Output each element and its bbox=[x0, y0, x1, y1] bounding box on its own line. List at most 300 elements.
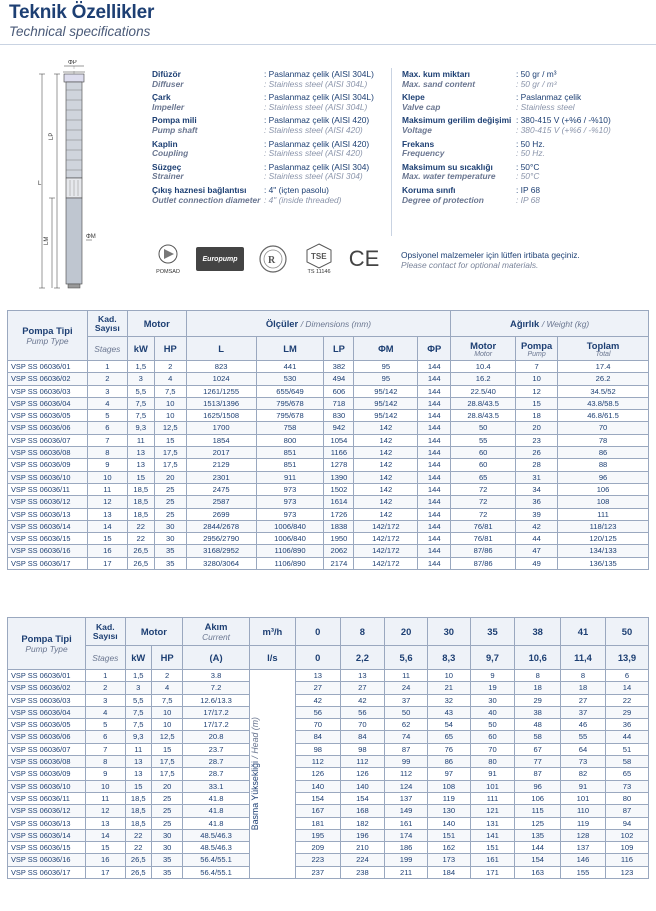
table-cell: 168 bbox=[340, 805, 385, 817]
table-cell: 16.2 bbox=[451, 373, 516, 385]
table-cell: 199 bbox=[385, 854, 428, 866]
table-row bbox=[8, 533, 649, 545]
pomsad-logo: POMSAD bbox=[148, 238, 188, 280]
table-cell: 144 bbox=[418, 520, 451, 532]
table-cell: 95/142 bbox=[354, 410, 418, 422]
table-cell: 823 bbox=[186, 361, 256, 373]
table-cell: 87/86 bbox=[451, 557, 516, 569]
table-cell: 18,5 bbox=[125, 817, 152, 829]
table-cell: 124 bbox=[385, 780, 428, 792]
table-cell: 43.8/58.5 bbox=[558, 397, 649, 409]
table-cell: 973 bbox=[256, 483, 324, 495]
col-w-pump: Pompa Pump bbox=[516, 337, 558, 361]
table-cell: 4 bbox=[154, 373, 186, 385]
table-row bbox=[8, 792, 649, 804]
table-cell: 144 bbox=[418, 533, 451, 545]
table-cell: 16 bbox=[86, 854, 125, 866]
table-cell: 11 bbox=[86, 792, 125, 804]
table-cell: 151 bbox=[427, 829, 470, 841]
table-cell: 73 bbox=[561, 756, 606, 768]
table-cell: 5,5 bbox=[125, 694, 152, 706]
pump-model-cell: VSP SS 06036/08 bbox=[8, 447, 88, 459]
table-cell: 87 bbox=[385, 743, 428, 755]
table-cell: 2129 bbox=[186, 459, 256, 471]
table-cell: 119 bbox=[561, 817, 606, 829]
table-cell: 163 bbox=[515, 866, 561, 878]
spec-row bbox=[152, 163, 392, 182]
pump-model-cell: VSP SS 06036/17 bbox=[8, 866, 86, 878]
table-cell: 13 bbox=[127, 459, 154, 471]
title-divider bbox=[0, 44, 656, 45]
table-cell: 2587 bbox=[186, 496, 256, 508]
table-cell: 1502 bbox=[324, 483, 354, 495]
col-w-total: Toplam Total bbox=[558, 337, 649, 361]
table-cell: 1106/890 bbox=[256, 557, 324, 569]
table-cell: 494 bbox=[324, 373, 354, 385]
dp-label: ΦP bbox=[68, 60, 77, 66]
spec-label-en: Coupling bbox=[152, 148, 189, 159]
spec-label: Kaplin bbox=[152, 138, 178, 149]
table-cell: 20.8 bbox=[183, 731, 249, 743]
table-cell: 134/133 bbox=[558, 545, 649, 557]
table-cell: 70 bbox=[558, 422, 649, 434]
certification-logos bbox=[148, 238, 388, 280]
spec-value-en: : Stainless steel (AISI 304L) bbox=[264, 78, 368, 89]
table-cell: 655/649 bbox=[256, 385, 324, 397]
table-cell: 28 bbox=[516, 459, 558, 471]
table-cell: 137 bbox=[561, 842, 606, 854]
col-kw: kW bbox=[125, 646, 152, 670]
table-cell: 13 bbox=[125, 768, 152, 780]
table-cell: 26,5 bbox=[125, 866, 152, 878]
spec-value: : Paslanmaz çelik (AISI 420) bbox=[264, 115, 370, 126]
table-cell: 17,5 bbox=[154, 447, 186, 459]
table-cell: 142 bbox=[354, 508, 418, 520]
table-cell: 60 bbox=[470, 731, 515, 743]
col-flow-ls-unit: l/s bbox=[249, 646, 295, 670]
table-cell: 830 bbox=[324, 410, 354, 422]
table-cell: 17,5 bbox=[152, 768, 183, 780]
table-cell: 42 bbox=[340, 694, 385, 706]
table-cell: 78 bbox=[558, 434, 649, 446]
pump-model-cell: VSP SS 06036/10 bbox=[8, 471, 88, 483]
col-l: L bbox=[186, 337, 256, 361]
table-cell: 24 bbox=[385, 682, 428, 694]
table-cell: 2017 bbox=[186, 447, 256, 459]
pump-model-cell: VSP SS 06036/03 bbox=[8, 385, 88, 397]
table-cell: 10 bbox=[427, 670, 470, 682]
table-cell: 13 bbox=[87, 508, 127, 520]
table-cell: 141 bbox=[470, 829, 515, 841]
table-cell: 15 bbox=[154, 434, 186, 446]
table-cell: 108 bbox=[558, 496, 649, 508]
spec-row bbox=[152, 116, 392, 135]
table-cell: 95 bbox=[354, 361, 418, 373]
table-cell: 22.5/40 bbox=[451, 385, 516, 397]
table-cell: 144 bbox=[418, 459, 451, 471]
table-cell: 51 bbox=[605, 743, 648, 755]
pump-model-cell: VSP SS 06036/05 bbox=[8, 719, 86, 731]
table-cell: 10 bbox=[516, 373, 558, 385]
table-cell: 37 bbox=[385, 694, 428, 706]
table-cell: 142 bbox=[354, 422, 418, 434]
col-flow-m3h-unit: m³/h bbox=[249, 618, 295, 646]
table-row bbox=[8, 694, 649, 706]
table-cell: 2174 bbox=[324, 557, 354, 569]
table-cell: 1700 bbox=[186, 422, 256, 434]
table-cell: 942 bbox=[324, 422, 354, 434]
table-cell: 28.7 bbox=[183, 768, 249, 780]
table-cell: 111 bbox=[558, 508, 649, 520]
col-pump-type: Pompa Tipi Pump Type bbox=[8, 618, 86, 670]
table-cell: 15 bbox=[127, 471, 154, 483]
table-cell: 135 bbox=[515, 829, 561, 841]
spec-label-en: Outlet connection diameter bbox=[152, 194, 261, 205]
pump-model-cell: VSP SS 06036/02 bbox=[8, 373, 88, 385]
table-cell: 211 bbox=[385, 866, 428, 878]
table-cell: 65 bbox=[427, 731, 470, 743]
table-cell: 195 bbox=[295, 829, 340, 841]
table-cell: 1614 bbox=[324, 496, 354, 508]
table-cell: 16 bbox=[87, 545, 127, 557]
table-cell: 26,5 bbox=[127, 557, 154, 569]
table-cell: 23 bbox=[516, 434, 558, 446]
table-cell: 12,5 bbox=[154, 422, 186, 434]
table-cell: 3168/2952 bbox=[186, 545, 256, 557]
table-cell: 88 bbox=[558, 459, 649, 471]
table-cell: 154 bbox=[340, 792, 385, 804]
table-cell: 1166 bbox=[324, 447, 354, 459]
table-cell: 50 bbox=[470, 719, 515, 731]
table-cell: 13 bbox=[340, 670, 385, 682]
table-cell: 86 bbox=[427, 756, 470, 768]
table-cell: 87/86 bbox=[451, 545, 516, 557]
table-cell: 48.5/46.3 bbox=[183, 829, 249, 841]
table-cell: 3 bbox=[125, 682, 152, 694]
table-cell: 96 bbox=[515, 780, 561, 792]
table-row bbox=[8, 447, 649, 459]
table-row bbox=[8, 459, 649, 471]
table-cell: 144 bbox=[418, 361, 451, 373]
table-row bbox=[8, 829, 649, 841]
table-cell: 25 bbox=[152, 792, 183, 804]
table-cell: 21 bbox=[427, 682, 470, 694]
table-cell: 17/17.2 bbox=[183, 719, 249, 731]
table-cell: 2844/2678 bbox=[186, 520, 256, 532]
table-cell: 120/125 bbox=[558, 533, 649, 545]
table-cell: 70 bbox=[340, 719, 385, 731]
table-cell: 2475 bbox=[186, 483, 256, 495]
table-cell: 67 bbox=[515, 743, 561, 755]
specs-divider bbox=[391, 68, 392, 236]
table-cell: 55 bbox=[561, 731, 606, 743]
table-cell: 58 bbox=[605, 756, 648, 768]
svg-text:R: R bbox=[268, 255, 276, 266]
table-cell: 10 bbox=[87, 471, 127, 483]
table-cell: 142/172 bbox=[354, 520, 418, 532]
table-cell: 48 bbox=[515, 719, 561, 731]
table-cell: 142/172 bbox=[354, 557, 418, 569]
table-cell: 82 bbox=[561, 768, 606, 780]
spec-label: Pompa mili bbox=[152, 115, 197, 126]
table-cell: 76/81 bbox=[451, 520, 516, 532]
spec-row bbox=[402, 140, 646, 159]
table-row bbox=[8, 422, 649, 434]
table-cell: 161 bbox=[385, 817, 428, 829]
table-cell: 99 bbox=[385, 756, 428, 768]
spec-label: Çark bbox=[152, 92, 171, 103]
spec-label: Koruma sınıfı bbox=[402, 184, 456, 195]
col-current: Akım Current bbox=[183, 618, 249, 646]
table-cell: 182 bbox=[340, 817, 385, 829]
table-cell: 144 bbox=[418, 373, 451, 385]
table-cell: 6 bbox=[86, 731, 125, 743]
col-current-unit: (A) bbox=[183, 646, 249, 670]
spec-label: Max. kum miktarı bbox=[402, 69, 470, 79]
table-cell: 20 bbox=[152, 780, 183, 792]
table-cell: 4 bbox=[152, 682, 183, 694]
table-cell: 144 bbox=[418, 508, 451, 520]
table-cell: 46.8/61.5 bbox=[558, 410, 649, 422]
table-cell: 1726 bbox=[324, 508, 354, 520]
table-cell: 15 bbox=[152, 743, 183, 755]
table-cell: 144 bbox=[418, 496, 451, 508]
table-cell: 72 bbox=[451, 483, 516, 495]
table-cell: 1278 bbox=[324, 459, 354, 471]
quality-mark-icon bbox=[256, 238, 290, 280]
flow-ls-2: 5,6 bbox=[385, 646, 428, 670]
table-row bbox=[8, 557, 649, 569]
spec-value: : 50 gr / m³ bbox=[516, 69, 557, 79]
table-cell: 112 bbox=[385, 768, 428, 780]
table-cell: 142/172 bbox=[354, 533, 418, 545]
pump-model-cell: VSP SS 06036/05 bbox=[8, 410, 88, 422]
page-subtitle: Technical specifications bbox=[9, 24, 151, 39]
table-cell: 142 bbox=[354, 496, 418, 508]
table-cell: 130 bbox=[427, 805, 470, 817]
pump-model-cell: VSP SS 06036/01 bbox=[8, 361, 88, 373]
tse-logo: TSE TS 11146 bbox=[298, 238, 340, 280]
spec-value: : 50°C bbox=[516, 161, 540, 172]
table-cell: 3.8 bbox=[183, 670, 249, 682]
table-cell: 131 bbox=[470, 817, 515, 829]
col-motor: Motor bbox=[127, 311, 186, 337]
table-cell: 9,3 bbox=[127, 422, 154, 434]
table-cell: 80 bbox=[605, 792, 648, 804]
table-cell: 74 bbox=[385, 731, 428, 743]
table-cell: 50 bbox=[385, 706, 428, 718]
pump-dimension-drawing bbox=[30, 60, 125, 290]
table-cell: 144 bbox=[418, 557, 451, 569]
table-cell: 39 bbox=[516, 508, 558, 520]
table-cell: 55 bbox=[451, 434, 516, 446]
table-cell: 87 bbox=[605, 805, 648, 817]
table-cell: 144 bbox=[418, 447, 451, 459]
table-cell: 151 bbox=[470, 842, 515, 854]
table-cell: 47 bbox=[516, 545, 558, 557]
table-cell: 1006/840 bbox=[256, 520, 324, 532]
spec-label-en: Pump shaft bbox=[152, 124, 198, 135]
table-row bbox=[8, 410, 649, 422]
table-cell: 6 bbox=[605, 670, 648, 682]
table-cell: 12.6/13.3 bbox=[183, 694, 249, 706]
table-cell: 9 bbox=[470, 670, 515, 682]
spec-value-en: : IP 68 bbox=[516, 194, 540, 205]
table-cell: 84 bbox=[295, 731, 340, 743]
table-cell: 22 bbox=[127, 520, 154, 532]
table-cell: 13 bbox=[125, 756, 152, 768]
table-cell: 851 bbox=[256, 447, 324, 459]
table-cell: 26 bbox=[516, 447, 558, 459]
table-cell: 86 bbox=[558, 447, 649, 459]
table-cell: 23.7 bbox=[183, 743, 249, 755]
table-cell: 12 bbox=[516, 385, 558, 397]
col-w-motor: Motor Motor bbox=[451, 337, 516, 361]
pump-model-cell: VSP SS 06036/06 bbox=[8, 731, 86, 743]
table-cell: 911 bbox=[256, 471, 324, 483]
table-cell: 91 bbox=[470, 768, 515, 780]
table-cell: 48.5/46.3 bbox=[183, 842, 249, 854]
table-row bbox=[8, 719, 649, 731]
table-cell: 2062 bbox=[324, 545, 354, 557]
table-cell: 11 bbox=[87, 483, 127, 495]
spec-value-en: : Stainless steel (AISI 304L) bbox=[264, 101, 368, 112]
pump-model-cell: VSP SS 06036/11 bbox=[8, 792, 86, 804]
spec-row bbox=[402, 163, 646, 182]
table-cell: 84 bbox=[340, 731, 385, 743]
spec-label-en: Max. water temperature bbox=[402, 171, 496, 182]
table-cell: 173 bbox=[427, 854, 470, 866]
table-cell: 80 bbox=[470, 756, 515, 768]
table-cell: 7,5 bbox=[125, 706, 152, 718]
table-cell: 140 bbox=[427, 817, 470, 829]
table-cell: 30 bbox=[152, 842, 183, 854]
table-cell: 62 bbox=[385, 719, 428, 731]
col-kw: kW bbox=[127, 337, 154, 361]
table-cell: 34 bbox=[516, 483, 558, 495]
pump-model-cell: VSP SS 06036/09 bbox=[8, 459, 88, 471]
table-cell: 41.8 bbox=[183, 792, 249, 804]
table-cell: 58 bbox=[515, 731, 561, 743]
pump-model-cell: VSP SS 06036/12 bbox=[8, 805, 86, 817]
table-cell: 95/142 bbox=[354, 397, 418, 409]
col-stages: Kad. Sayısı bbox=[87, 311, 127, 337]
spec-value-en: : Stainless steel (AISI 420) bbox=[264, 148, 363, 159]
table-cell: 50 bbox=[451, 422, 516, 434]
table-cell: 146 bbox=[561, 854, 606, 866]
flow-ls-3: 8,3 bbox=[427, 646, 470, 670]
flow-m3h-4: 35 bbox=[470, 618, 515, 646]
spec-value: : 380-415 V (+%6 / -%10) bbox=[516, 115, 611, 126]
table-cell: 3 bbox=[87, 385, 127, 397]
table-row bbox=[8, 471, 649, 483]
table-cell: 118/123 bbox=[558, 520, 649, 532]
table-row bbox=[8, 706, 649, 718]
table-cell: 3 bbox=[127, 373, 154, 385]
table-cell: 56.4/55.1 bbox=[183, 866, 249, 878]
spec-label-en: Valve cap bbox=[402, 101, 441, 112]
table-row bbox=[8, 496, 649, 508]
table-cell: 10.4 bbox=[451, 361, 516, 373]
lm-label: LM bbox=[44, 236, 50, 245]
table-cell: 65 bbox=[605, 768, 648, 780]
table-cell: 36 bbox=[605, 719, 648, 731]
table-cell: 144 bbox=[418, 397, 451, 409]
table-cell: 98 bbox=[295, 743, 340, 755]
table-cell: 1 bbox=[86, 670, 125, 682]
table-cell: 17 bbox=[87, 557, 127, 569]
spec-value-en: : Stainless steel (AISI 420) bbox=[264, 124, 363, 135]
table-cell: 56 bbox=[295, 706, 340, 718]
table-cell: 30 bbox=[152, 829, 183, 841]
table-cell: 106 bbox=[558, 483, 649, 495]
table-cell: 25 bbox=[152, 817, 183, 829]
table-cell: 1854 bbox=[186, 434, 256, 446]
table-cell: 8 bbox=[515, 670, 561, 682]
table-cell: 108 bbox=[427, 780, 470, 792]
table-cell: 17.4 bbox=[558, 361, 649, 373]
table-cell: 136/135 bbox=[558, 557, 649, 569]
pump-model-cell: VSP SS 06036/10 bbox=[8, 780, 86, 792]
flow-ls-7: 13,9 bbox=[605, 646, 648, 670]
table-cell: 97 bbox=[427, 768, 470, 780]
pump-model-cell: VSP SS 06036/16 bbox=[8, 545, 88, 557]
table-row bbox=[8, 373, 649, 385]
table-cell: 20 bbox=[516, 422, 558, 434]
table-cell: 13 bbox=[127, 447, 154, 459]
table-cell: 224 bbox=[340, 854, 385, 866]
table-cell: 18 bbox=[515, 682, 561, 694]
table-cell: 800 bbox=[256, 434, 324, 446]
table-cell: 40 bbox=[470, 706, 515, 718]
table-row bbox=[8, 854, 649, 866]
pump-model-cell: VSP SS 06036/04 bbox=[8, 706, 86, 718]
col-lm: LM bbox=[256, 337, 324, 361]
table-cell: 154 bbox=[515, 854, 561, 866]
optional-materials-note: Opsiyonel malzemeler için lütfen irtibata geçiniz. Please contact for optional materials. bbox=[401, 250, 580, 270]
table-cell: 7 bbox=[87, 434, 127, 446]
table-row bbox=[8, 670, 649, 682]
table-cell: 6 bbox=[87, 422, 127, 434]
table-cell: 119 bbox=[427, 792, 470, 804]
table-row bbox=[8, 682, 649, 694]
table-cell: 102 bbox=[605, 829, 648, 841]
table-cell: 184 bbox=[427, 866, 470, 878]
table-cell: 43 bbox=[427, 706, 470, 718]
table-cell: 64 bbox=[561, 743, 606, 755]
pump-model-cell: VSP SS 06036/04 bbox=[8, 397, 88, 409]
col-hp: HP bbox=[154, 337, 186, 361]
table-cell: 142 bbox=[354, 459, 418, 471]
spec-label-en: Degree of protection bbox=[402, 194, 484, 205]
table-cell: 38 bbox=[515, 706, 561, 718]
performance-table bbox=[7, 617, 649, 879]
table-cell: 18,5 bbox=[127, 496, 154, 508]
table-cell: 142 bbox=[354, 471, 418, 483]
pump-model-cell: VSP SS 06036/12 bbox=[8, 496, 88, 508]
table-cell: 13 bbox=[86, 817, 125, 829]
pump-model-cell: VSP SS 06036/07 bbox=[8, 434, 88, 446]
table-cell: 1513/1396 bbox=[186, 397, 256, 409]
table-cell: 110 bbox=[561, 805, 606, 817]
table-cell: 1261/1255 bbox=[186, 385, 256, 397]
table-cell: 11 bbox=[127, 434, 154, 446]
pump-model-cell: VSP SS 06036/03 bbox=[8, 694, 86, 706]
table-cell: 238 bbox=[340, 866, 385, 878]
table-cell: 30 bbox=[470, 694, 515, 706]
table-cell: 1024 bbox=[186, 373, 256, 385]
table-cell: 973 bbox=[256, 496, 324, 508]
